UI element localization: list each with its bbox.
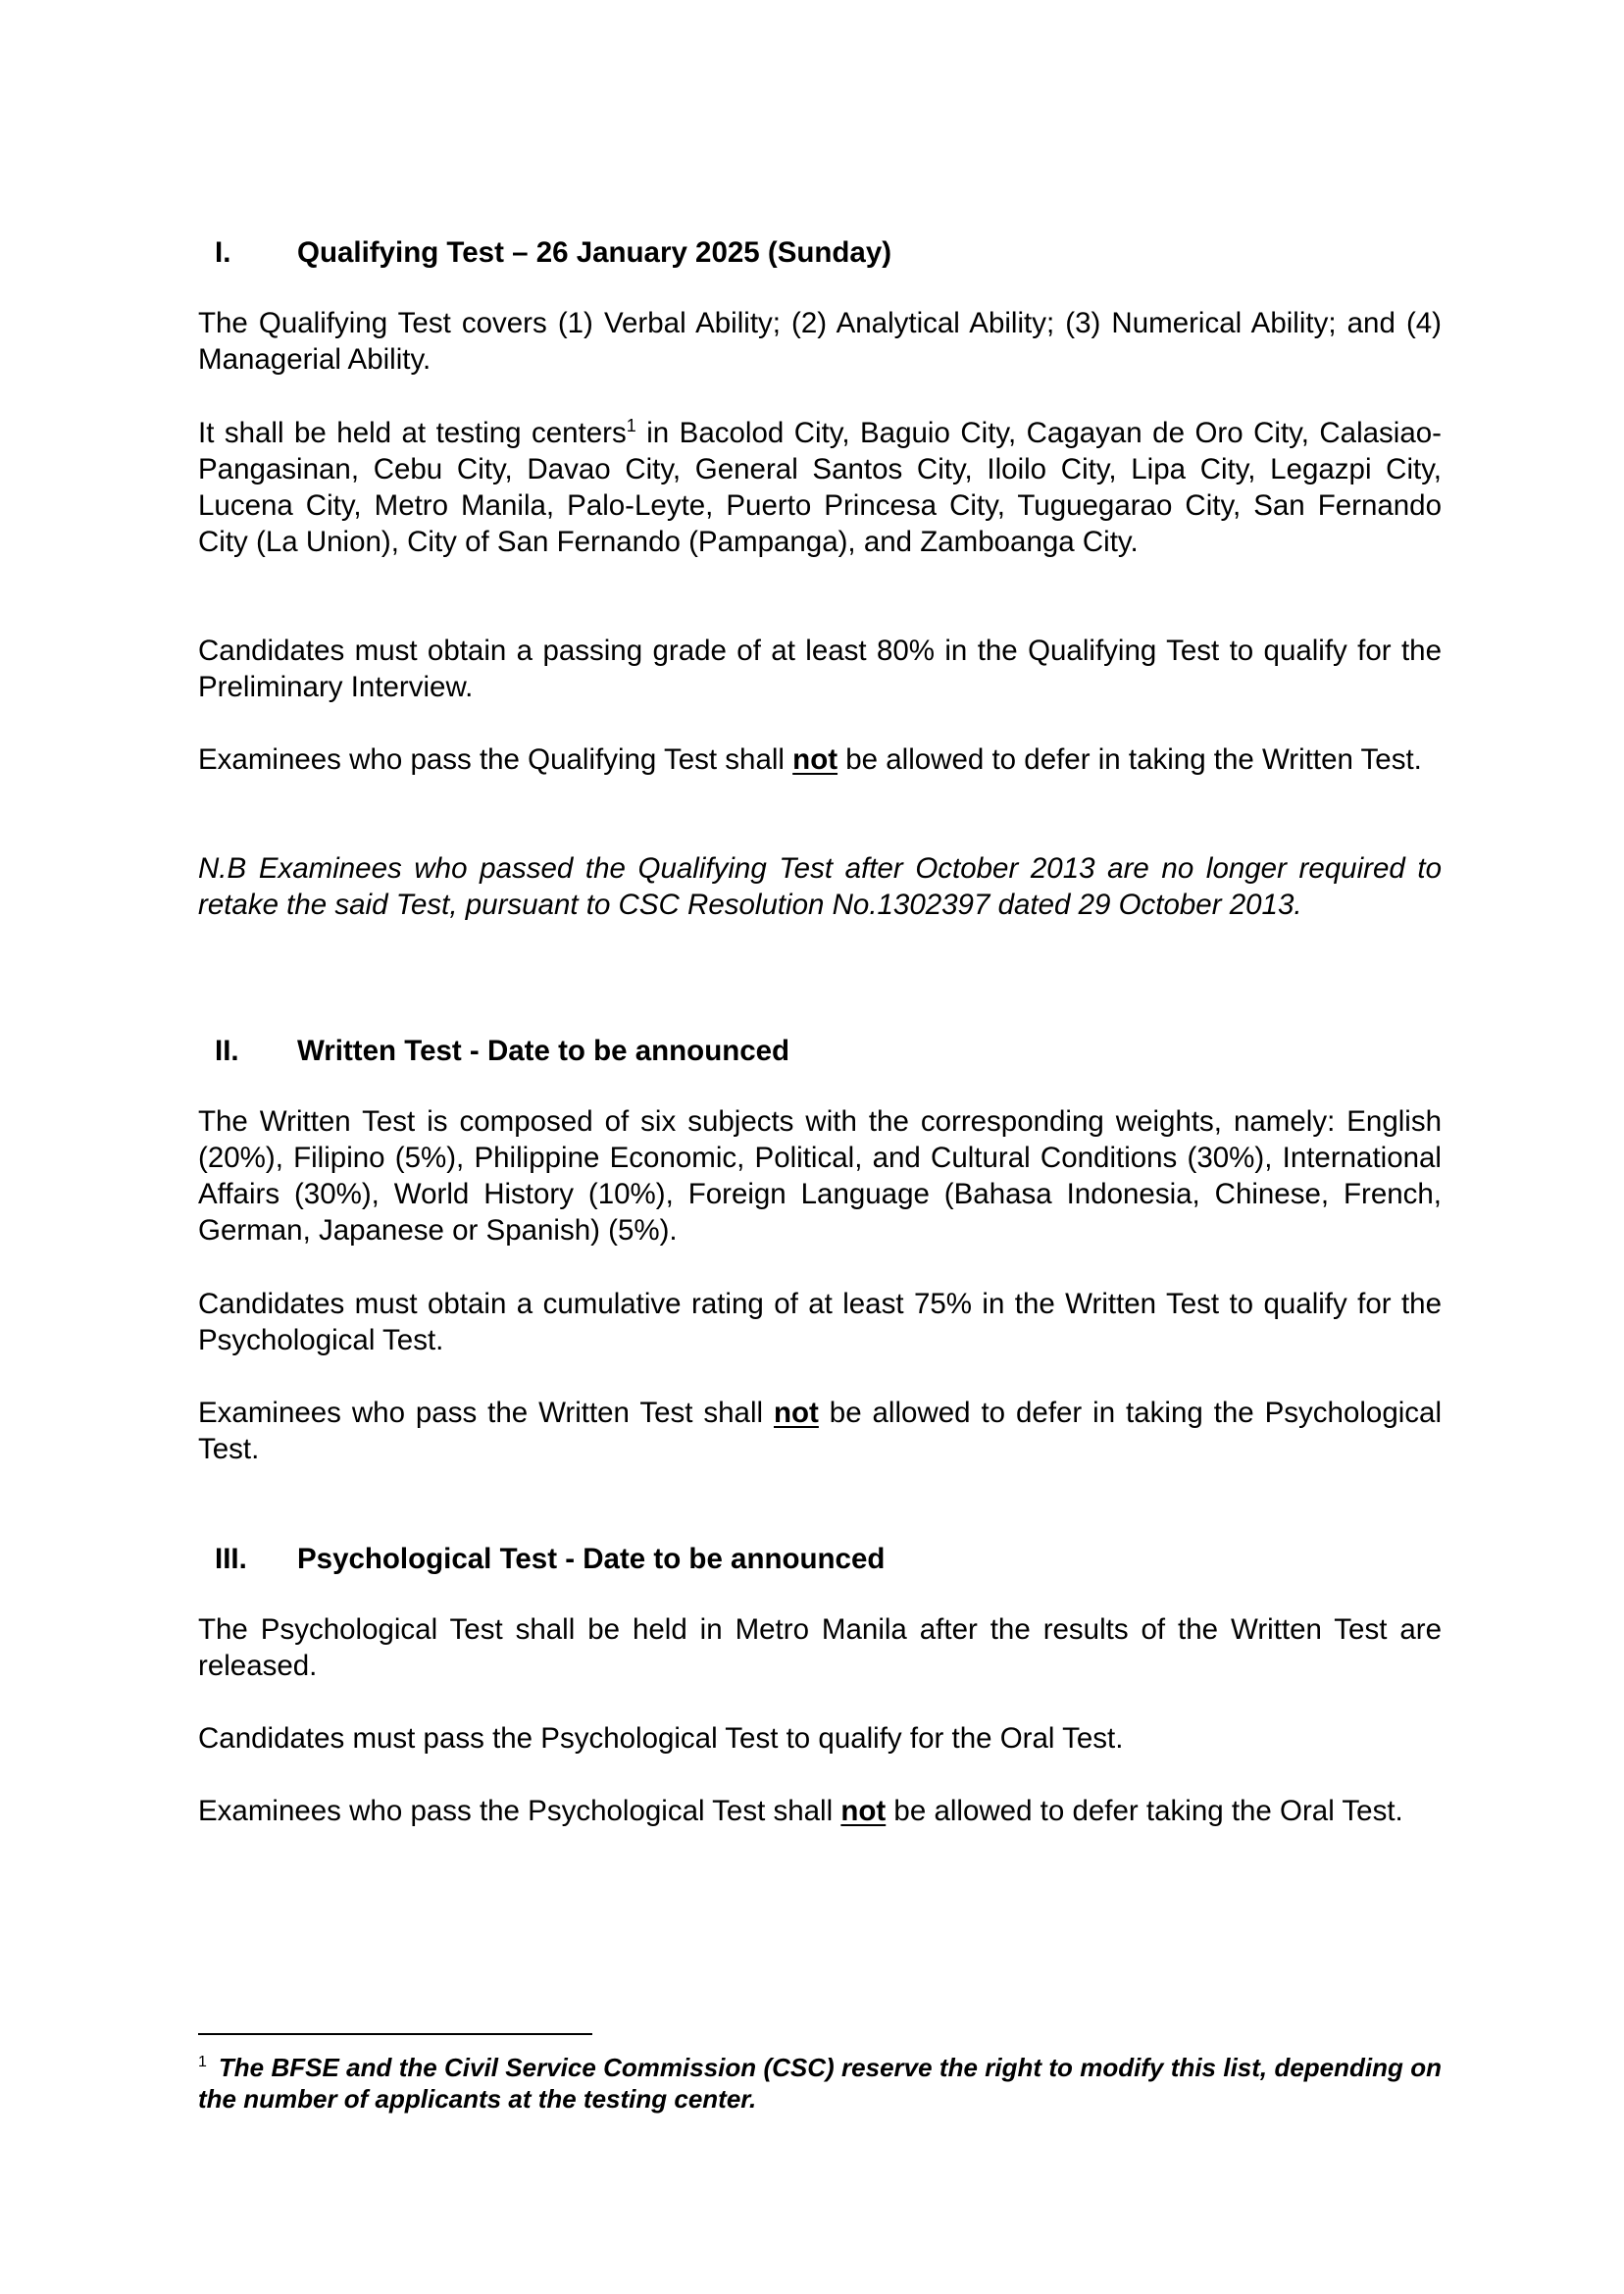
section-title: Qualifying Test – 26 January 2025 (Sunday) [297,236,892,269]
qualifying-test-coverage: The Qualifying Test covers (1) Verbal Ability; (2) Analytical Ability; (3) Numerical Ability; and (4) Managerial Ability. [198,307,1442,376]
footnote-text: The BFSE and the Civil Service Commission (CSC) reserve the right to modify this list, depending on the number of applicants at the testing center. [198,2053,1442,2114]
emphasis-not: not [773,1397,819,1429]
footnote [198,2052,1442,2115]
written-test-deferral-rule: Examinees who pass the Written Test shall not be allowed to defer in taking the Psychological Test. [198,1397,1443,1465]
qualifying-deferral-rule: Examinees who pass the Qualifying Test shall not be allowed to defer in taking the Written Test. [198,743,1422,776]
written-test-passing-rating: Candidates must obtain a cumulative rating of at least 75% in the Written Test to qualify for the Psychological Test. [198,1288,1442,1356]
psychological-test-deferral-rule: Examinees who pass the Psychological Test shall not be allowed to defer taking the Oral Test. [198,1795,1403,1827]
footnote-reference: 1 [626,416,636,436]
emphasis-not: not [792,743,838,776]
qualifying-passing-grade: Candidates must obtain a passing grade of at least 80% in the Qualifying Test to qualify for the Preliminary Interview. [198,635,1442,703]
section-title: Psychological Test - Date to be announced [297,1543,886,1575]
nota-bene-note: N.B Examinees who passed the Qualifying Test after October 2013 are no longer required to retake the said Test, pursuant to CSC Resolution No.1302397 dated 29 October 2013. [198,852,1442,921]
written-test-subjects: The Written Test is composed of six subjects with the corresponding weights, namely: English (20%), Filipino (5%), Philippine Economic, Political, and Cultural Conditions (30%), International Affairs (30%), World History (10%), Foreign Language (Bahasa Indonesia, Chinese, French, German, Japanese or Spanish) (5%). [198,1105,1442,1247]
section-number: I. [215,236,231,269]
psychological-test-venue: The Psychological Test shall be held in Metro Manila after the results of the Written Test are released. [198,1613,1442,1682]
testing-centers-paragraph: It shall be held at testing centers$^1$ in Bacolod City, Baguio City, Cagayan de Oro City, Calasiao-Pangasinan, Cebu City, Davao City, General Santos City, Iloilo City, Lipa City, Legazpi City, Lucena City, Metro Manila, Palo-Leyte, Puerto Princesa City, Tuguegarao City, San Fernando City (La Union), City of San Fernando (Pampanga), and Zamboanga City. [198,416,1442,558]
section-number: II. [215,1035,239,1067]
footnote-mark: 1 [198,2054,207,2071]
psychological-test-requirement: Candidates must pass the Psychological Test to qualify for the Oral Test. [198,1722,1124,1755]
section-number: III. [215,1543,247,1575]
footnote-separator [198,2033,592,2035]
emphasis-not: not [840,1795,887,1827]
section-title: Written Test - Date to be announced [297,1035,790,1067]
